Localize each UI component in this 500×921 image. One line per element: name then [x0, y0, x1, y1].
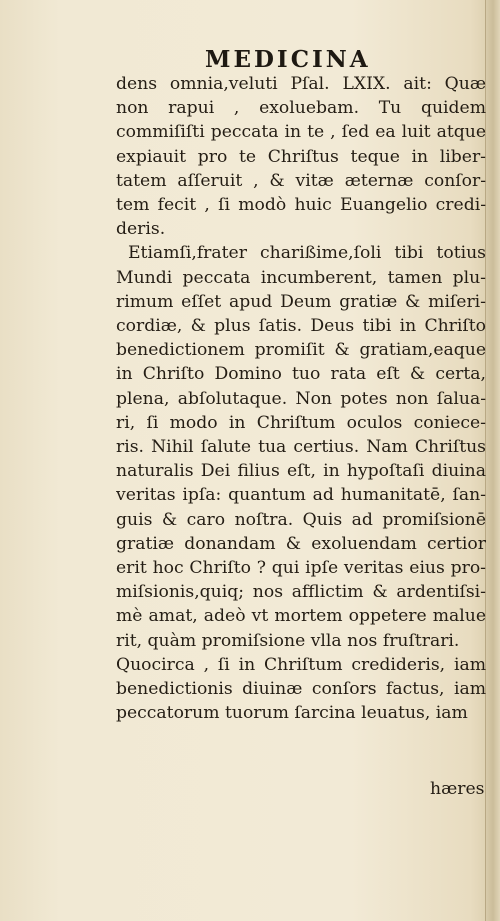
text-line: plena, abſolutaque. Non potes non ſalua- [116, 388, 486, 409]
text-line: Quocirca , ſi in Chriſtum credideris, iam [116, 654, 486, 675]
text-line: cordiæ, & plus ſatis. Deus tibi in Chriſto [116, 316, 486, 337]
text-line: guis & caro noſtra. Quis ad promiſsionē [116, 509, 486, 530]
text-line: rit, quàm promiſsione vlla nos fruſtrari. [116, 630, 460, 651]
text-line: tatem aſſeruit , & vitæ æternæ conſor- [116, 170, 486, 191]
text-line: expiauit pro te Chriſtus teque in liber- [116, 146, 486, 167]
text-line: ris. Nihil ſalute tua certius. Nam Chriſtus [116, 437, 486, 458]
text-line: rimum eſſet apud Deum gratiæ & miſeri- [116, 291, 486, 312]
text-line: naturalis Dei filius eſt, in hypoſtaſi diuina [116, 461, 486, 482]
text-line: gratiæ donandam & exoluendam certior [116, 533, 486, 554]
text-line: in Chriſto Domino tuo rata eſt & certa, [116, 364, 486, 385]
text-line: tem fecit , ſi modò huic Euangelio credi- [116, 195, 486, 216]
text-line: ri, ſi modo in Chriſtum oculos coniece- [116, 412, 486, 433]
text-line: benedictionis diuinæ conſors factus, iam [116, 679, 486, 700]
text-line: dens omnia,veluti Pſal. LXIX. ait: Quæ [116, 74, 486, 94]
text-line: non rapui , exoluebam. Tu quidem [116, 98, 486, 119]
running-header: MEDICINA [205, 46, 371, 73]
text-line: commiſiſti peccata in te , ſed ea luit atque [116, 122, 486, 143]
catchword: hæres [430, 779, 485, 799]
text-line: peccatorum tuorum ſarcina leuatus, iam [116, 703, 468, 724]
text-line: veritas ipſa: quantum ad humanitatē, ſan- [116, 485, 486, 506]
text-line: Etiamſi,frater charißime,ſoli tibi totius [128, 243, 486, 264]
text-line: deris. [116, 219, 166, 240]
text-line: miſsionis,quiq; nos afflictim & ardentiſsi- [116, 582, 486, 603]
body-text [116, 72, 486, 725]
text-line: Mundi peccata incumberent, tamen plu- [116, 267, 486, 288]
text-line: benedictionem promiſit & gratiam,eaque [116, 340, 486, 361]
text-line: mè amat, adeò vt mortem oppetere malue [116, 606, 486, 627]
page-gutter [485, 0, 500, 921]
text-line: erit hoc Chriſto ? qui ipſe veritas eius pro- [116, 558, 486, 579]
